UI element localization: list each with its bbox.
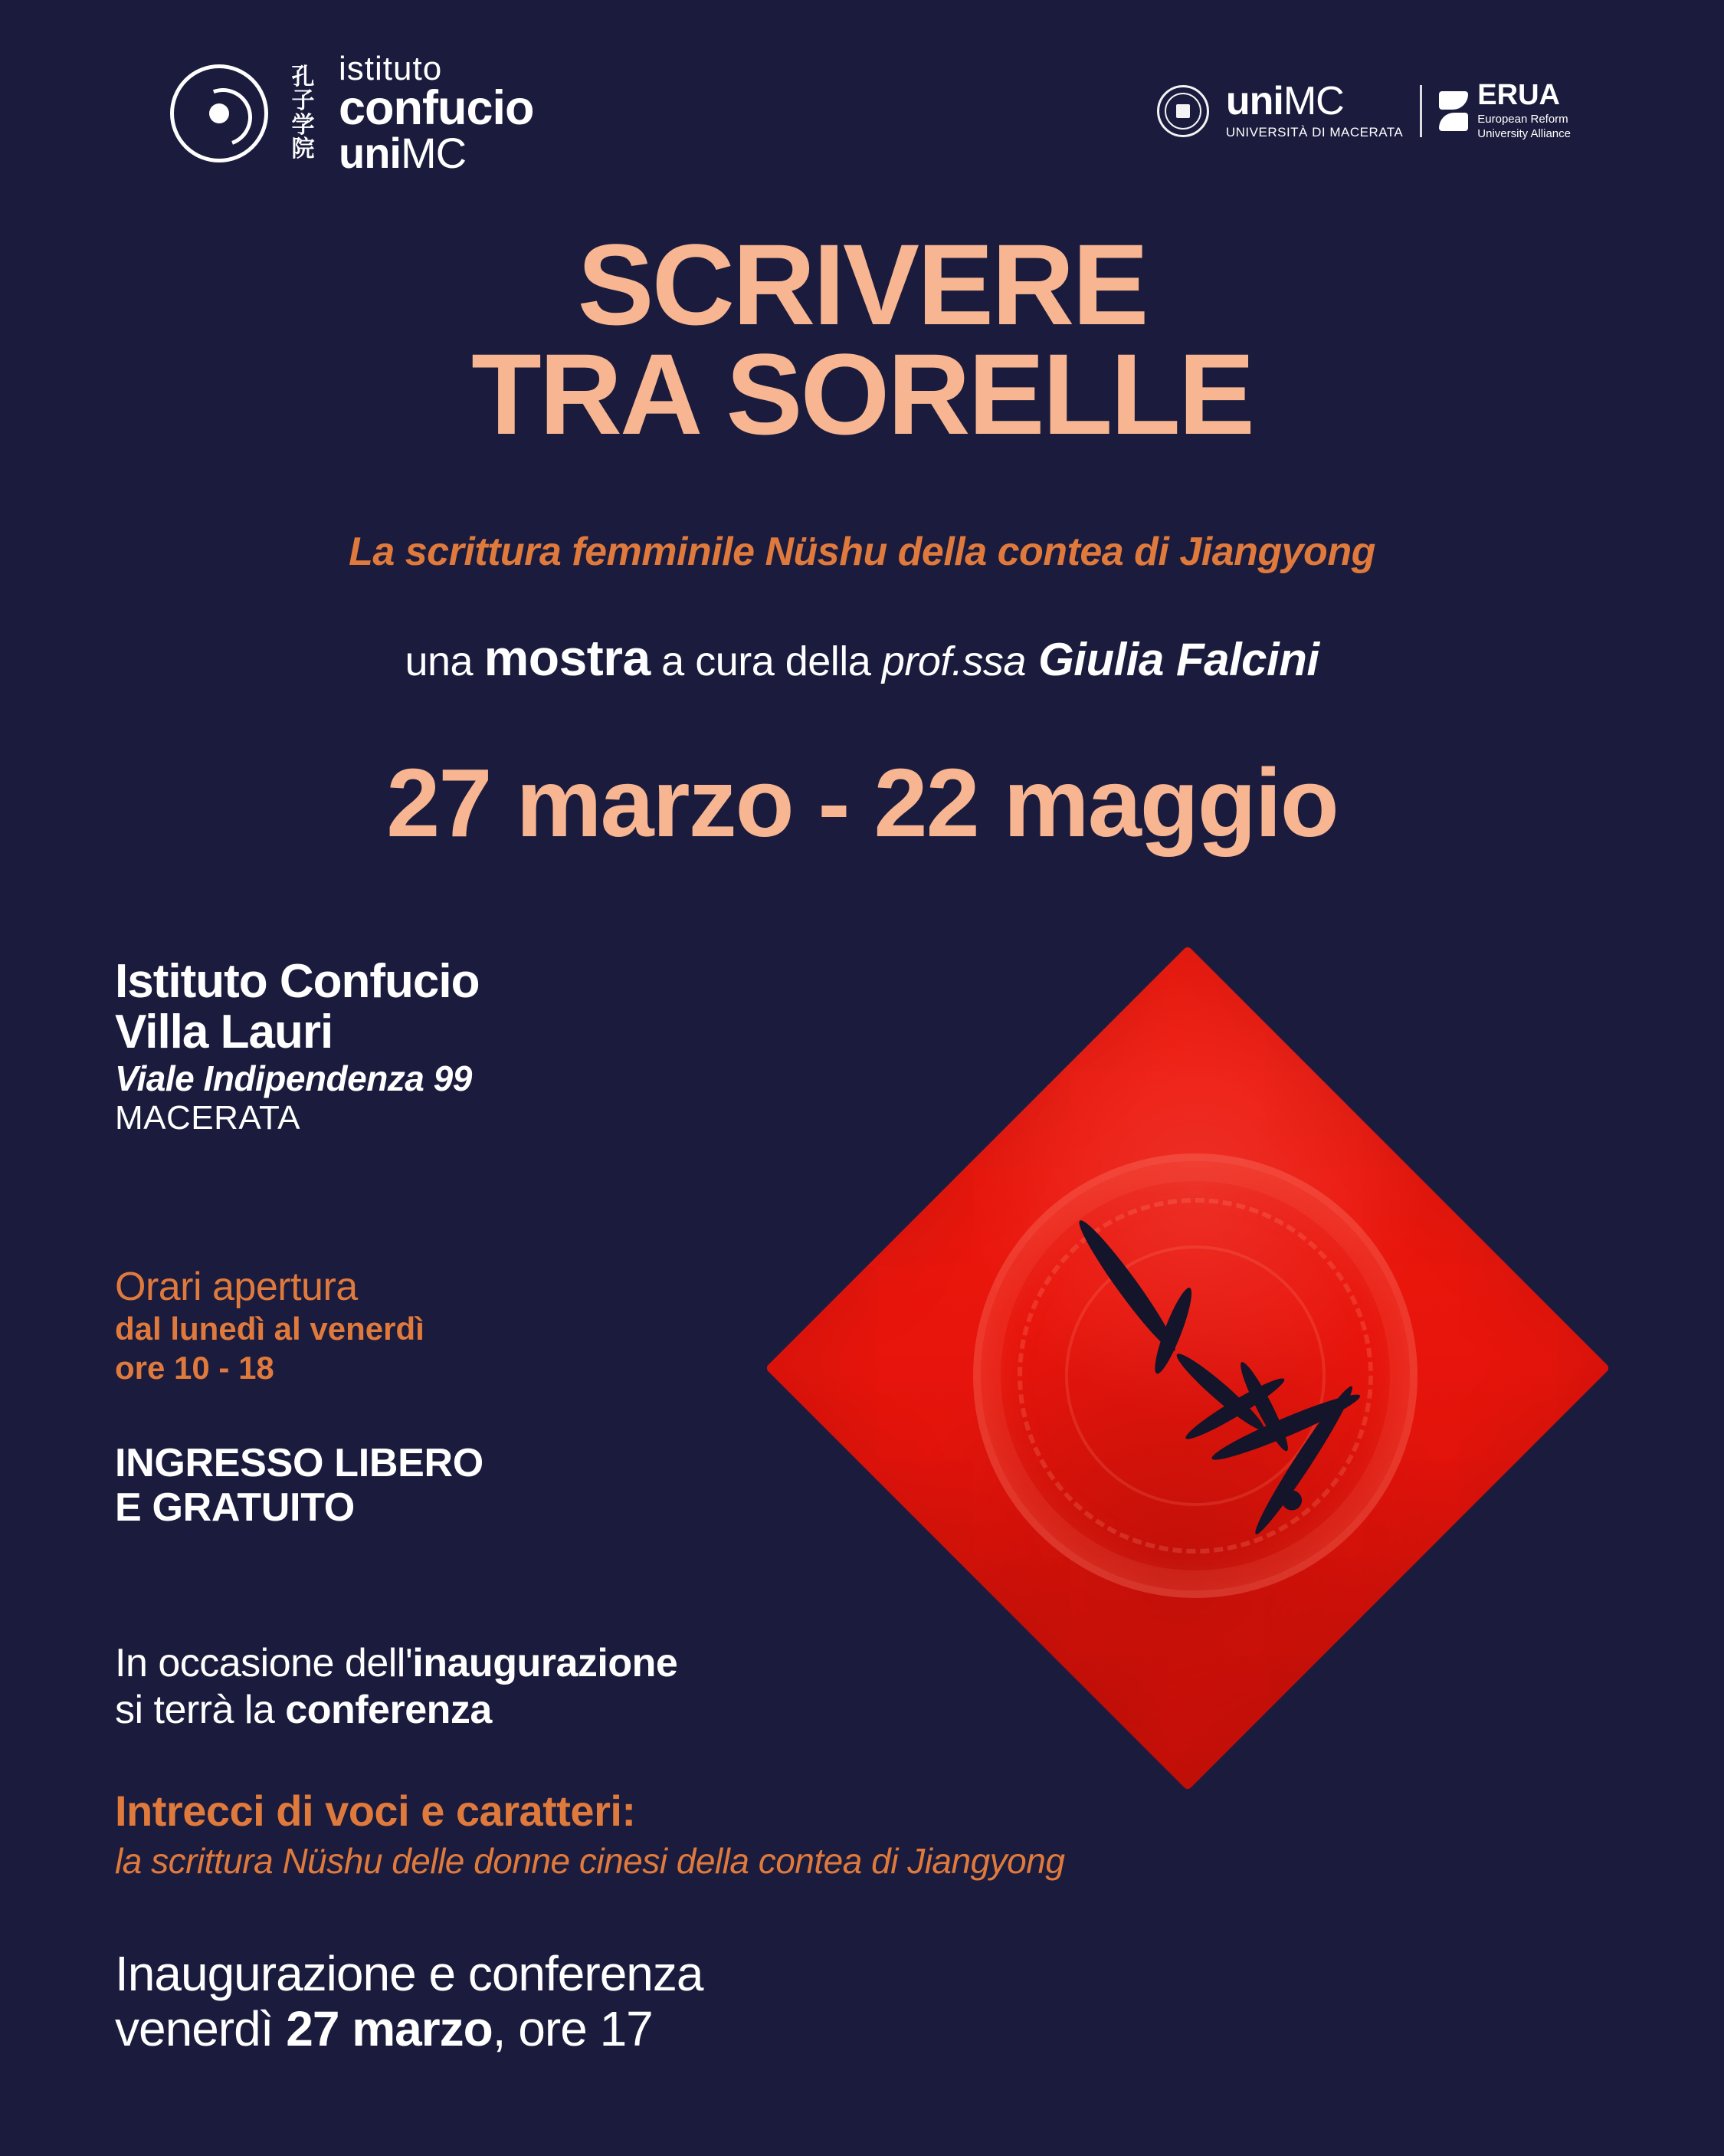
conference-subtitle: la scrittura Nüshu delle donne cinesi della contea di Jiangyong [115,1841,1065,1881]
curator-role: prof.ssa [881,638,1026,684]
erua-title: ERUA [1477,79,1560,111]
conference-title: Intrecci di voci e caratteri: [115,1787,636,1835]
unimc-wordmark [1226,81,1403,140]
hours-times: ore 10 - 18 [115,1350,274,1386]
hours-label: Orari apertura [115,1265,358,1309]
unimc-title [1225,79,1403,124]
opening-hours-block [115,1265,424,1386]
admission-block [115,1441,483,1530]
page-subtitle: La scrittura femminile Nüshu della contea di Jiangyong [349,530,1375,574]
unimc-seal-icon [1157,85,1209,137]
unimc-title-uni: uni [1225,79,1283,124]
hours-days: dal lunedì al venerdì [115,1311,424,1347]
curator-line [0,628,1724,687]
unimc-subtitle: UNIVERSITÀ DI MACERATA [1225,125,1404,140]
curator-highlight: mostra [483,629,651,686]
erua-subtitle [1477,113,1571,142]
erua-wordmark [1477,80,1571,142]
admission-line-2: E GRATUITO [115,1485,355,1531]
opening-date: 27 marzo [286,2000,493,2056]
conference-intro-line-1 [115,1640,677,1687]
confucio-logo-line2: confucio [339,81,534,136]
venue-block [115,957,479,1137]
unimc-title-mc: MC [1283,79,1344,124]
venue-building: Villa Lauri [115,1005,333,1058]
exhibition-dates: 27 marzo - 22 maggio [386,749,1338,857]
confucio-logo-line1: istituto [339,50,443,87]
title-line-1: SCRIVERE [577,220,1147,349]
title-line-2: TRA SORELLE [471,329,1253,458]
erua-subtitle-line2: University Alliance [1477,126,1571,140]
conference-intro-part1: In occasione dell' [115,1641,413,1685]
venue-address: Viale Indipendenza 99 [115,1058,472,1099]
artwork-image [751,931,1624,1805]
venue-institute: Istituto Confucio [115,955,480,1008]
opening-line-2 [115,2002,703,2057]
opening-prefix: venerdì [115,2000,287,2056]
erua-mark-icon [1439,91,1468,131]
curator-middle: a cura della [650,638,882,684]
conference-intro-bold2: conferenza [285,1688,492,1733]
opening-event-block [115,1947,703,2056]
curator-name: Giulia Falcini [1025,634,1319,685]
conference-intro-line-2 [115,1687,677,1734]
admission-line-1: INGRESSO LIBERO [115,1441,483,1485]
confucius-institute-seal-icon [170,64,268,162]
confucio-logo-uni: uni [339,128,401,177]
confucius-institute-logo [170,52,534,175]
confucio-logo-line3 [339,128,534,177]
erua-logo [1439,80,1571,142]
confucio-logo-mc: MC [400,128,467,177]
logo-divider [1420,85,1422,137]
opening-line-1: Inaugurazione e conferenza [115,1946,703,2001]
conference-intro-bold1: inaugurazione [412,1641,678,1685]
curator-prefix: una [405,638,484,684]
page-title [0,220,1724,458]
conference-intro-block [115,1640,677,1734]
conference-intro-part2: si terrà la [115,1688,286,1733]
unimc-erua-logo-group [1157,80,1571,142]
confucius-institute-hanzi: 孔子学院 [291,63,316,163]
opening-suffix: , ore 17 [492,2000,653,2056]
venue-city: MACERATA [115,1099,300,1137]
erua-subtitle-line1: European Reform [1477,113,1568,126]
confucius-institute-wordmark [339,52,534,175]
